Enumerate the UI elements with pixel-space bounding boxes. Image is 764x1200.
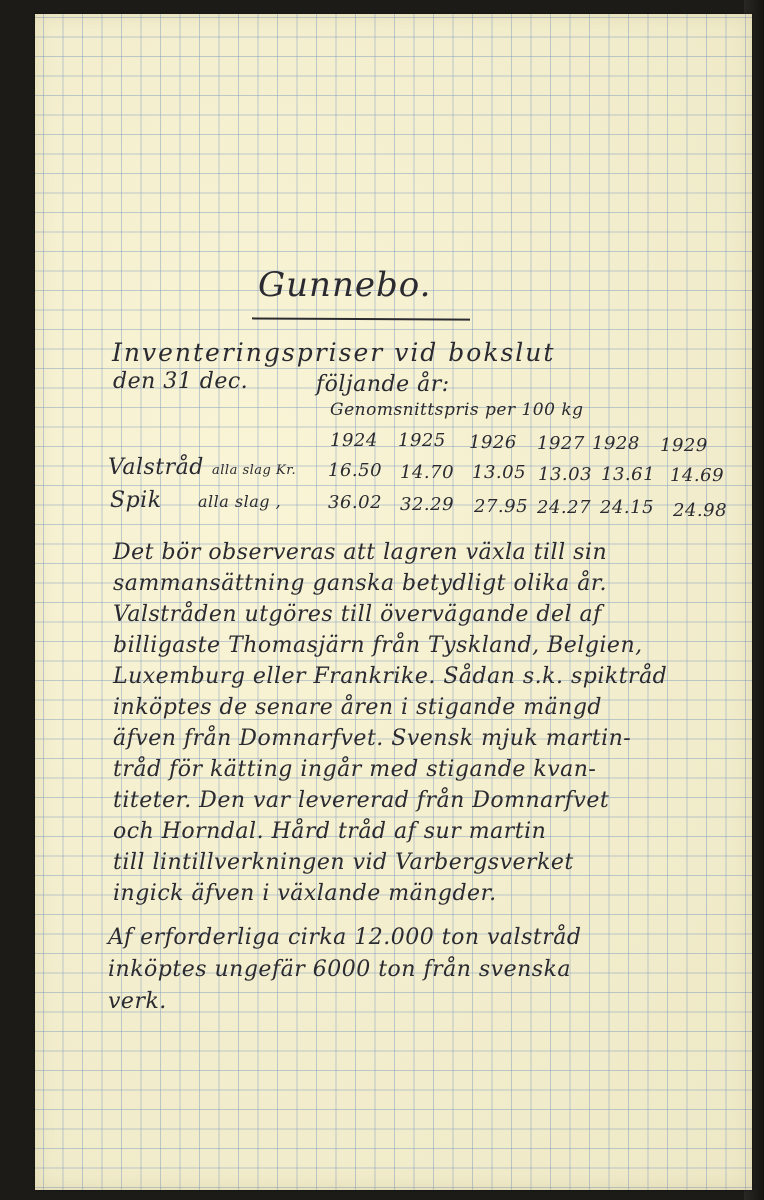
paragraph-1-line-11: till lintillverkningen vid Varbergsverket (113, 850, 574, 875)
row-note-spik: alla slag , (198, 492, 282, 511)
paragraph-1-line-6: inköptes de senare åren i stigande mängd (113, 695, 603, 720)
paragraph-1-line-7: äfven från Domnarfvet. Svensk mjuk martin- (113, 726, 632, 751)
value-spik-1929: 24.98 (673, 500, 728, 521)
intro-line-2-text: följande år: (316, 372, 450, 397)
value-spik-1927: 24.27 (537, 497, 592, 518)
paragraph-1-line-2: sammansättning ganska betydligt olika år. (113, 571, 607, 596)
year-1926: 1926 (469, 432, 517, 453)
value-valstrad-1926: 13.05 (472, 462, 527, 483)
intro-line-2-date: den 31 dec. (113, 369, 249, 394)
paragraph-2-line-3: verk. (108, 989, 167, 1014)
value-spik-1925: 32.29 (400, 494, 455, 515)
row-note-valstrad: alla slag Kr. (212, 463, 297, 478)
paragraph-1-line-5: Luxemburg eller Frankrike. Sådan s.k. spiktråd (113, 664, 668, 689)
paragraph-1-line-8: tråd för kätting ingår med stigande kvan- (113, 757, 597, 782)
page-title: Gunnebo. (258, 265, 432, 305)
value-valstrad-1924: 16.50 (328, 460, 383, 481)
year-1928: 1928 (592, 433, 640, 454)
value-spik-1926: 27.95 (474, 496, 529, 517)
year-1925: 1925 (398, 430, 446, 451)
paragraph-1-line-9: titeter. Den var levererad från Domnarfvet (113, 788, 610, 813)
value-valstrad-1928: 13.61 (601, 464, 656, 485)
year-1924: 1924 (330, 430, 378, 451)
value-valstrad-1925: 14.70 (400, 462, 455, 483)
value-valstrad-1927: 13.03 (538, 464, 593, 485)
value-spik-1928: 24.15 (600, 497, 655, 518)
paragraph-1-line-10: och Horndal. Hård tråd af sur martin (113, 819, 547, 844)
table-header: Genomsnittspris per 100 kg (330, 400, 584, 420)
paragraph-2-line-2: inköptes ungefär 6000 ton från svenska (108, 957, 572, 982)
value-spik-1924: 36.02 (328, 492, 383, 513)
row-label-spik: Spik (110, 488, 162, 513)
value-valstrad-1929: 14.69 (670, 465, 725, 486)
paragraph-1-line-3: Valstråden utgöres till övervägande del af (113, 602, 602, 627)
paragraph-1-line-4: billigaste Thomasjärn från Tyskland, Belgien, (113, 633, 643, 658)
year-1927: 1927 (537, 433, 585, 454)
year-1929: 1929 (660, 435, 708, 456)
row-label-valstrad: Valstråd (108, 455, 204, 480)
paragraph-2-line-1: Af erforderliga cirka 12.000 ton valstråd (108, 925, 582, 950)
paragraph-1-line-12: ingick äfven i växlande mängder. (113, 881, 497, 906)
paragraph-1-line-1: Det bör observeras att lagren växla till sin (113, 540, 608, 565)
intro-line-1: Inventeringspriser vid bokslut (112, 338, 556, 367)
